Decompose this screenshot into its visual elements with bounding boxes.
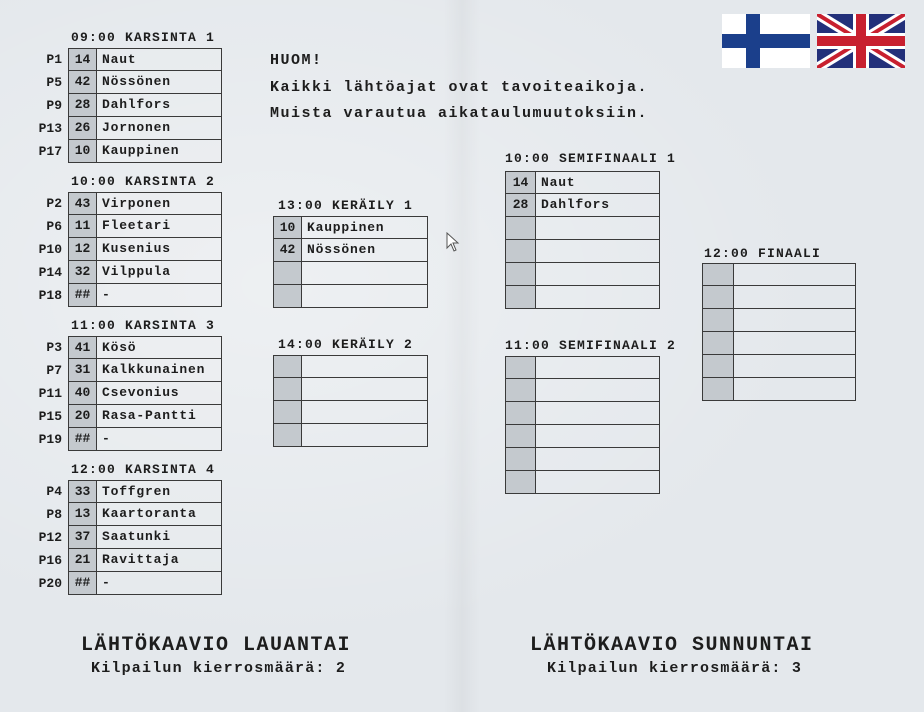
driver-number-cell: 21 bbox=[68, 549, 96, 572]
start-position-label: P20 bbox=[38, 576, 62, 591]
heat-row[interactable] bbox=[68, 359, 222, 382]
notice-line-3: Muista varautua aikataulumuutoksiin. bbox=[270, 105, 649, 122]
notice-text bbox=[270, 48, 648, 128]
semi-title: 11:00 SEMIFINAALI 2 bbox=[505, 338, 677, 353]
heat-title: 11:00 KARSINTA 3 bbox=[71, 318, 216, 333]
driver-name-cell: Nössönen bbox=[301, 239, 428, 262]
driver-number-cell bbox=[505, 240, 535, 263]
collection-title: 13:00 KERÄILY 1 bbox=[278, 198, 414, 213]
start-position-label: P9 bbox=[46, 98, 62, 113]
heat-row[interactable] bbox=[68, 405, 222, 428]
driver-number-cell: 28 bbox=[68, 94, 96, 117]
driver-name-cell: Saatunki bbox=[96, 526, 222, 549]
heat-row[interactable] bbox=[68, 192, 222, 215]
driver-number-cell: 32 bbox=[68, 261, 96, 284]
driver-number-cell bbox=[702, 263, 733, 286]
driver-name-cell bbox=[301, 285, 428, 308]
bracket-row[interactable] bbox=[505, 217, 660, 240]
driver-number-cell: 42 bbox=[273, 239, 301, 262]
driver-number-cell: ## bbox=[68, 572, 96, 595]
driver-number-cell bbox=[505, 286, 535, 309]
driver-name-cell bbox=[535, 402, 660, 425]
driver-name-cell bbox=[733, 332, 856, 355]
bracket-row[interactable] bbox=[273, 401, 428, 424]
driver-name-cell bbox=[535, 448, 660, 471]
driver-name-cell bbox=[535, 425, 660, 448]
driver-number-cell bbox=[505, 217, 535, 240]
bracket-row[interactable] bbox=[273, 285, 428, 308]
start-position-label: P4 bbox=[46, 484, 62, 499]
driver-number-cell bbox=[273, 378, 301, 401]
heat-row[interactable] bbox=[68, 215, 222, 238]
driver-number-cell bbox=[505, 425, 535, 448]
driver-name-cell: Dahlfors bbox=[535, 194, 660, 217]
driver-number-cell bbox=[273, 262, 301, 285]
driver-name-cell bbox=[733, 309, 856, 332]
driver-number-cell: 40 bbox=[68, 382, 96, 405]
bracket-table bbox=[505, 356, 660, 494]
bracket-row[interactable] bbox=[702, 332, 856, 355]
bracket-row[interactable] bbox=[505, 448, 660, 471]
bracket-row[interactable] bbox=[273, 216, 428, 239]
start-position-label: P1 bbox=[46, 52, 62, 67]
start-position-label: P11 bbox=[38, 386, 62, 401]
bracket-table bbox=[273, 216, 428, 308]
driver-name-cell bbox=[535, 263, 660, 286]
driver-number-cell bbox=[702, 286, 733, 309]
driver-number-cell: ## bbox=[68, 428, 96, 451]
driver-name-cell: Nössönen bbox=[96, 71, 222, 94]
bracket-row[interactable] bbox=[505, 263, 660, 286]
bracket-table bbox=[702, 263, 856, 401]
driver-number-cell: 42 bbox=[68, 71, 96, 94]
bracket-row[interactable] bbox=[505, 194, 660, 217]
driver-name-cell bbox=[733, 355, 856, 378]
start-position-label: P7 bbox=[46, 363, 62, 378]
driver-number-cell: 37 bbox=[68, 526, 96, 549]
bracket-row[interactable] bbox=[273, 355, 428, 378]
notice-line-1: HUOM! bbox=[270, 52, 323, 69]
bracket-row[interactable] bbox=[505, 286, 660, 309]
driver-name-cell: - bbox=[96, 572, 222, 595]
heat-row[interactable] bbox=[68, 117, 222, 140]
driver-name-cell: Kösö bbox=[96, 336, 222, 359]
heat-row[interactable] bbox=[68, 480, 222, 503]
uk-flag-icon[interactable] bbox=[817, 14, 905, 68]
driver-name-cell: Kusenius bbox=[96, 238, 222, 261]
driver-name-cell: - bbox=[96, 428, 222, 451]
saturday-laps-text: Kilpailun kierrosmäärä: 2 bbox=[91, 660, 347, 677]
driver-name-cell bbox=[301, 355, 428, 378]
driver-name-cell: Kauppinen bbox=[96, 140, 222, 163]
heat-row[interactable] bbox=[68, 428, 222, 451]
bracket-row[interactable] bbox=[273, 239, 428, 262]
driver-number-cell bbox=[702, 378, 733, 401]
driver-name-cell bbox=[535, 379, 660, 402]
driver-name-cell bbox=[733, 286, 856, 309]
driver-number-cell: 26 bbox=[68, 117, 96, 140]
saturday-schedule-title: LÄHTÖKAAVIO LAUANTAI bbox=[81, 634, 352, 657]
start-position-label: P17 bbox=[38, 144, 62, 159]
heat-row[interactable] bbox=[68, 503, 222, 526]
sunday-schedule-title: LÄHTÖKAAVIO SUNNUNTAI bbox=[530, 634, 814, 657]
driver-name-cell bbox=[535, 286, 660, 309]
driver-number-cell: 13 bbox=[68, 503, 96, 526]
driver-name-cell: Fleetari bbox=[96, 215, 222, 238]
bracket-row[interactable] bbox=[505, 240, 660, 263]
notice-line-2: Kaikki lähtöajat ovat tavoiteaikoja. bbox=[270, 78, 649, 96]
driver-number-cell: 11 bbox=[68, 215, 96, 238]
start-position-label: P2 bbox=[46, 196, 62, 211]
driver-number-cell bbox=[273, 424, 301, 447]
driver-name-cell bbox=[301, 401, 428, 424]
heat-row[interactable] bbox=[68, 238, 222, 261]
heat-row[interactable] bbox=[68, 526, 222, 549]
heat-row[interactable] bbox=[68, 48, 222, 71]
driver-name-cell bbox=[535, 217, 660, 240]
bracket-row[interactable] bbox=[505, 402, 660, 425]
bracket-row[interactable] bbox=[505, 356, 660, 379]
driver-number-cell: 41 bbox=[68, 336, 96, 359]
semi-title: 10:00 SEMIFINAALI 1 bbox=[505, 151, 677, 166]
driver-name-cell: Kauppinen bbox=[301, 216, 428, 239]
driver-name-cell bbox=[301, 262, 428, 285]
driver-number-cell bbox=[505, 402, 535, 425]
driver-name-cell: Vilppula bbox=[96, 261, 222, 284]
final-title: 12:00 FINAALI bbox=[704, 246, 822, 261]
heat-row[interactable] bbox=[68, 549, 222, 572]
start-position-label: P8 bbox=[46, 507, 62, 522]
driver-name-cell bbox=[733, 378, 856, 401]
heat-row[interactable] bbox=[68, 382, 222, 405]
heat-title: 12:00 KARSINTA 4 bbox=[71, 462, 216, 477]
driver-name-cell bbox=[535, 356, 660, 379]
heat-row[interactable] bbox=[68, 94, 222, 117]
start-position-label: P13 bbox=[38, 121, 62, 136]
driver-number-cell: 14 bbox=[505, 171, 535, 194]
start-position-label: P12 bbox=[38, 530, 62, 545]
driver-name-cell: Ravittaja bbox=[96, 549, 222, 572]
bracket-row[interactable] bbox=[273, 424, 428, 447]
driver-number-cell bbox=[505, 471, 535, 494]
bracket-table bbox=[273, 355, 428, 447]
driver-number-cell: 10 bbox=[68, 140, 96, 163]
driver-number-cell bbox=[273, 355, 301, 378]
heat-row[interactable] bbox=[68, 572, 222, 595]
driver-number-cell: 14 bbox=[68, 48, 96, 71]
driver-name-cell: Kalkkunainen bbox=[96, 359, 222, 382]
driver-number-cell: 10 bbox=[273, 216, 301, 239]
bracket-row[interactable] bbox=[702, 286, 856, 309]
collection-title: 14:00 KERÄILY 2 bbox=[278, 337, 414, 352]
sunday-laps-text: Kilpailun kierrosmäärä: 3 bbox=[547, 660, 803, 677]
driver-name-cell: Rasa-Pantti bbox=[96, 405, 222, 428]
bracket-table bbox=[505, 171, 660, 309]
heat-row[interactable] bbox=[68, 336, 222, 359]
driver-name-cell bbox=[301, 378, 428, 401]
driver-number-cell bbox=[505, 356, 535, 379]
driver-number-cell bbox=[702, 309, 733, 332]
bracket-row[interactable] bbox=[505, 471, 660, 494]
driver-number-cell bbox=[702, 355, 733, 378]
driver-name-cell: Toffgren bbox=[96, 480, 222, 503]
driver-number-cell: 31 bbox=[68, 359, 96, 382]
start-position-label: P5 bbox=[46, 75, 62, 90]
finnish-flag-icon[interactable] bbox=[722, 14, 810, 68]
start-position-label: P6 bbox=[46, 219, 62, 234]
bracket-row[interactable] bbox=[505, 425, 660, 448]
driver-name-cell: - bbox=[96, 284, 222, 307]
bracket-row[interactable] bbox=[505, 379, 660, 402]
driver-name-cell: Naut bbox=[535, 171, 660, 194]
driver-number-cell bbox=[505, 379, 535, 402]
driver-number-cell: 20 bbox=[68, 405, 96, 428]
start-position-label: P18 bbox=[38, 288, 62, 303]
driver-number-cell: 43 bbox=[68, 192, 96, 215]
start-position-label: P10 bbox=[38, 242, 62, 257]
start-position-label: P3 bbox=[46, 340, 62, 355]
driver-name-cell: Csevonius bbox=[96, 382, 222, 405]
start-position-label: P19 bbox=[38, 432, 62, 447]
driver-number-cell: 12 bbox=[68, 238, 96, 261]
driver-number-cell bbox=[505, 448, 535, 471]
driver-name-cell bbox=[733, 263, 856, 286]
driver-name-cell bbox=[535, 471, 660, 494]
bracket-row[interactable] bbox=[702, 309, 856, 332]
driver-name-cell: Dahlfors bbox=[96, 94, 222, 117]
driver-number-cell bbox=[505, 263, 535, 286]
driver-name-cell: Virponen bbox=[96, 192, 222, 215]
driver-number-cell bbox=[273, 401, 301, 424]
heat-row[interactable] bbox=[68, 261, 222, 284]
driver-number-cell bbox=[702, 332, 733, 355]
bracket-row[interactable] bbox=[702, 378, 856, 401]
heat-title: 09:00 KARSINTA 1 bbox=[71, 30, 216, 45]
bracket-row[interactable] bbox=[702, 263, 856, 286]
bracket-row[interactable] bbox=[505, 171, 660, 194]
heat-row[interactable] bbox=[68, 284, 222, 307]
mouse-cursor-icon bbox=[446, 232, 460, 252]
driver-name-cell: Kaartoranta bbox=[96, 503, 222, 526]
driver-number-cell bbox=[273, 285, 301, 308]
bracket-row[interactable] bbox=[273, 262, 428, 285]
heat-title: 10:00 KARSINTA 2 bbox=[71, 174, 216, 189]
driver-name-cell: Jornonen bbox=[96, 117, 222, 140]
driver-name-cell: Naut bbox=[96, 48, 222, 71]
heat-row[interactable] bbox=[68, 71, 222, 94]
heat-row[interactable] bbox=[68, 140, 222, 163]
start-position-label: P16 bbox=[38, 553, 62, 568]
bracket-row[interactable] bbox=[273, 378, 428, 401]
driver-name-cell bbox=[301, 424, 428, 447]
start-position-label: P14 bbox=[38, 265, 62, 280]
driver-number-cell: ## bbox=[68, 284, 96, 307]
driver-name-cell bbox=[535, 240, 660, 263]
driver-number-cell: 33 bbox=[68, 480, 96, 503]
start-position-label: P15 bbox=[38, 409, 62, 424]
driver-number-cell: 28 bbox=[505, 194, 535, 217]
bracket-row[interactable] bbox=[702, 355, 856, 378]
